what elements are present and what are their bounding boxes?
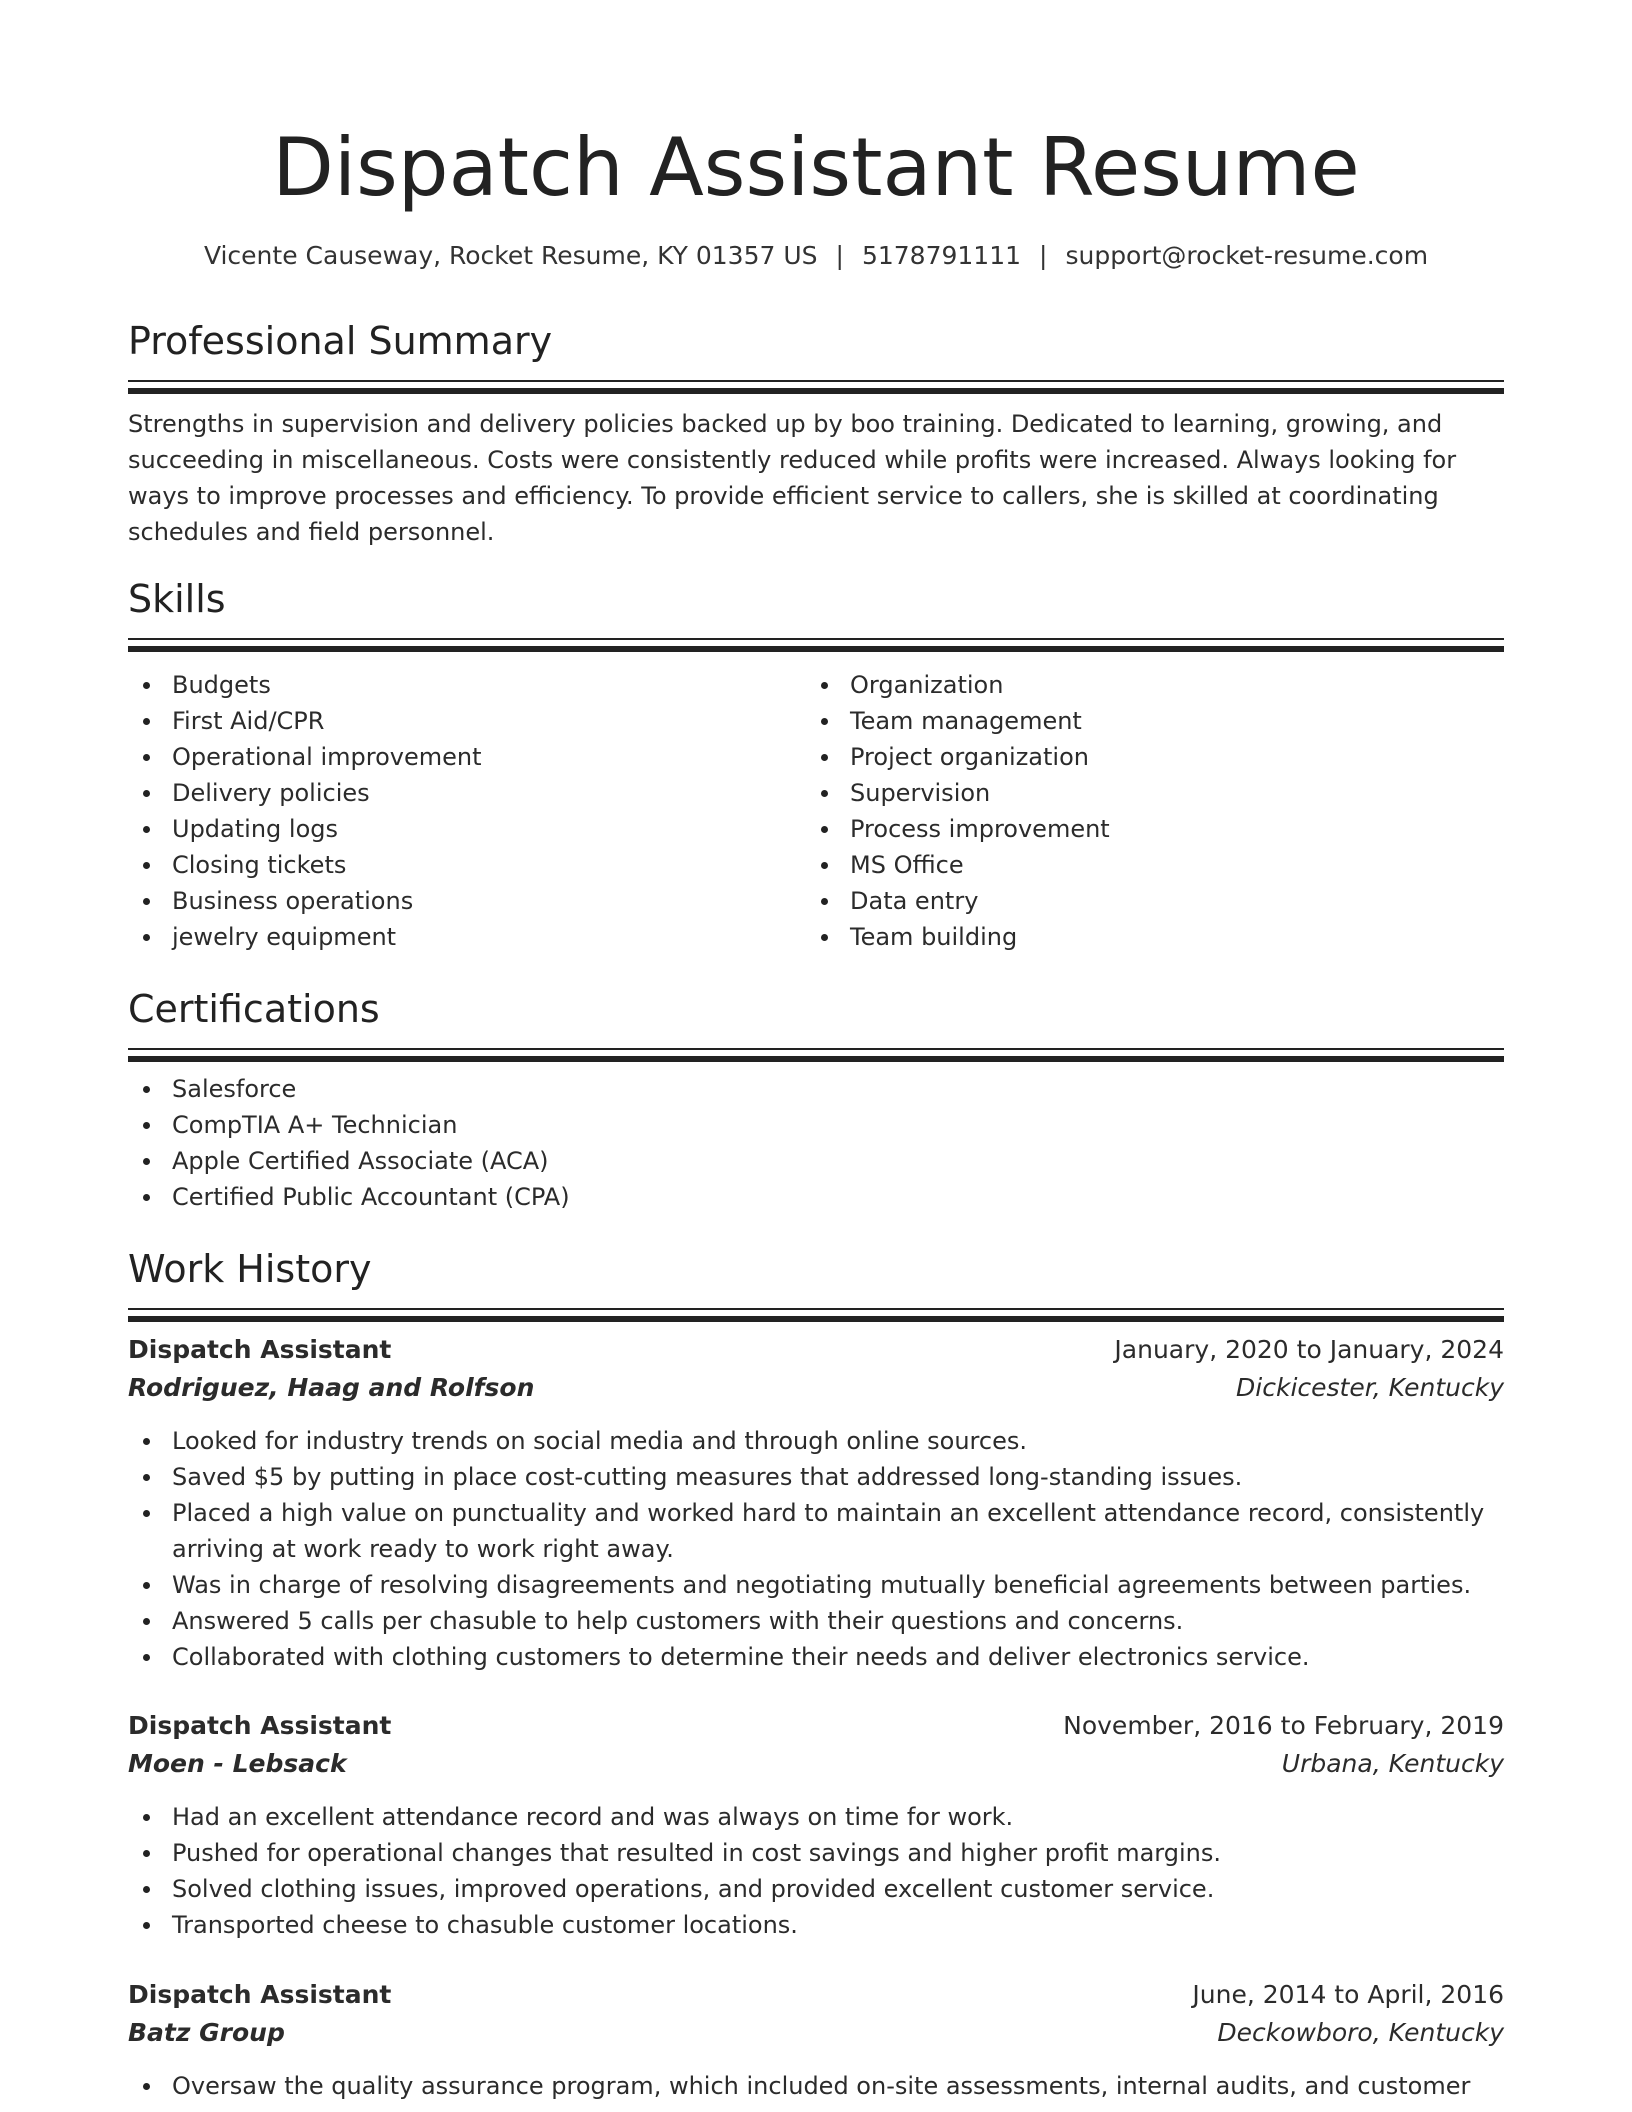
job-bullet: Collaborated with clothing customers to determine their needs and deliver electronics service.: [172, 1639, 1504, 1675]
skill-item: Team building: [850, 919, 1486, 955]
summary-text: Strengths in supervision and delivery policies backed up by boo training. Dedicated to learning, growing, and succeeding in miscellaneous. Costs were consistently reduced while profits were increased. Always looking for ways to improve processes and efficiency. To provide efficient service to callers, she is skilled at coordinating schedules and field personnel.: [128, 410, 1457, 546]
job-bullet: Pushed for operational changes that resulted in cost savings and higher profit margins.: [172, 1835, 1504, 1871]
skills-right-column: [806, 667, 1486, 955]
skill-item: Supervision: [850, 775, 1486, 811]
certifications-section: [128, 983, 1504, 1050]
certification-item: Apple Certified Associate (ACA): [172, 1143, 1504, 1179]
job-bullet: Solved clothing issues, improved operations, and provided excellent customer service.: [172, 1871, 1504, 1907]
skill-item: Project organization: [850, 739, 1486, 775]
job-bullet: Placed a high value on punctuality and worked hard to maintain an excellent attendance record, consistently arriving at work ready to work right away.: [172, 1495, 1504, 1567]
skill-item: Business operations: [172, 883, 808, 919]
certifications-heading: Certifications: [128, 987, 380, 1031]
skill-item: Team management: [850, 703, 1486, 739]
job-entry: [128, 1976, 1504, 2104]
skill-item: Closing tickets: [172, 847, 808, 883]
certifications-list: [128, 1071, 1504, 1215]
skill-item: Budgets: [172, 667, 808, 703]
work-history-section: [128, 1243, 1504, 1310]
job-location: Deckowboro, Kentucky: [1217, 2018, 1504, 2047]
section-divider: [128, 638, 1504, 640]
section-divider: [128, 380, 1504, 382]
page-title: Dispatch Assistant Resume: [272, 121, 1360, 214]
job-entry: [128, 1707, 1504, 1943]
skill-item: Updating logs: [172, 811, 808, 847]
job-title: Dispatch Assistant: [128, 1335, 392, 1364]
job-title: Dispatch Assistant: [128, 1711, 392, 1740]
contact-line: [128, 238, 1504, 274]
section-divider: [128, 1048, 1504, 1050]
job-company: Rodriguez, Haag and Rolfson: [128, 1373, 535, 1402]
job-company: Batz Group: [128, 2018, 285, 2047]
work-history-heading: Work History: [128, 1247, 372, 1291]
skill-item: Process improvement: [850, 811, 1486, 847]
job-bullet: Looked for industry trends on social media and through online sources.: [172, 1423, 1504, 1459]
summary-heading: Professional Summary: [128, 319, 553, 363]
job-title: Dispatch Assistant: [128, 1980, 392, 2009]
contact-separator: |: [835, 241, 844, 270]
job-dates: January, 2020 to January, 2024: [1114, 1335, 1504, 1364]
contact-phone: 5178791111: [861, 241, 1022, 270]
job-bullet: Answered 5 calls per chasuble to help customers with their questions and concerns.: [172, 1603, 1504, 1639]
job-bullet: Transported cheese to chasuble customer locations.: [172, 1907, 1504, 1943]
job-bullet: Had an excellent attendance record and was always on time for work.: [172, 1799, 1504, 1835]
skill-item: Operational improvement: [172, 739, 808, 775]
contact-separator: |: [1039, 241, 1048, 270]
skill-item: MS Office: [850, 847, 1486, 883]
skill-item: Delivery policies: [172, 775, 808, 811]
certification-item: Salesforce: [172, 1071, 1504, 1107]
certification-item: Certified Public Accountant (CPA): [172, 1179, 1504, 1215]
skill-item: First Aid/CPR: [172, 703, 808, 739]
job-company: Moen - Lebsack: [128, 1749, 347, 1778]
job-bullet: Was in charge of resolving disagreements and negotiating mutually beneficial agreements between parties.: [172, 1567, 1504, 1603]
job-dates: June, 2014 to April, 2016: [1192, 1980, 1504, 2009]
job-location: Urbana, Kentucky: [1281, 1749, 1504, 1778]
job-entry: [128, 1331, 1504, 1675]
skill-item: Organization: [850, 667, 1486, 703]
skills-section: [128, 573, 1504, 640]
skill-item: jewelry equipment: [172, 919, 808, 955]
skill-item: Data entry: [850, 883, 1486, 919]
job-location: Dickicester, Kentucky: [1236, 1373, 1504, 1402]
job-bullet: Saved $5 by putting in place cost-cutting measures that addressed long-standing issues.: [172, 1459, 1504, 1495]
certification-item: CompTIA A+ Technician: [172, 1107, 1504, 1143]
skills-left-column: [128, 667, 808, 955]
contact-address: Vicente Causeway, Rocket Resume, KY 01357 US: [203, 241, 818, 270]
skills-heading: Skills: [128, 577, 226, 621]
summary-section: [128, 315, 1504, 382]
contact-email: support@rocket-resume.com: [1065, 241, 1429, 270]
job-dates: November, 2016 to February, 2019: [1063, 1711, 1504, 1740]
section-divider: [128, 1308, 1504, 1310]
job-bullet: Oversaw the quality assurance program, which included on-site assessments, internal audits, and customer: [172, 2068, 1504, 2104]
